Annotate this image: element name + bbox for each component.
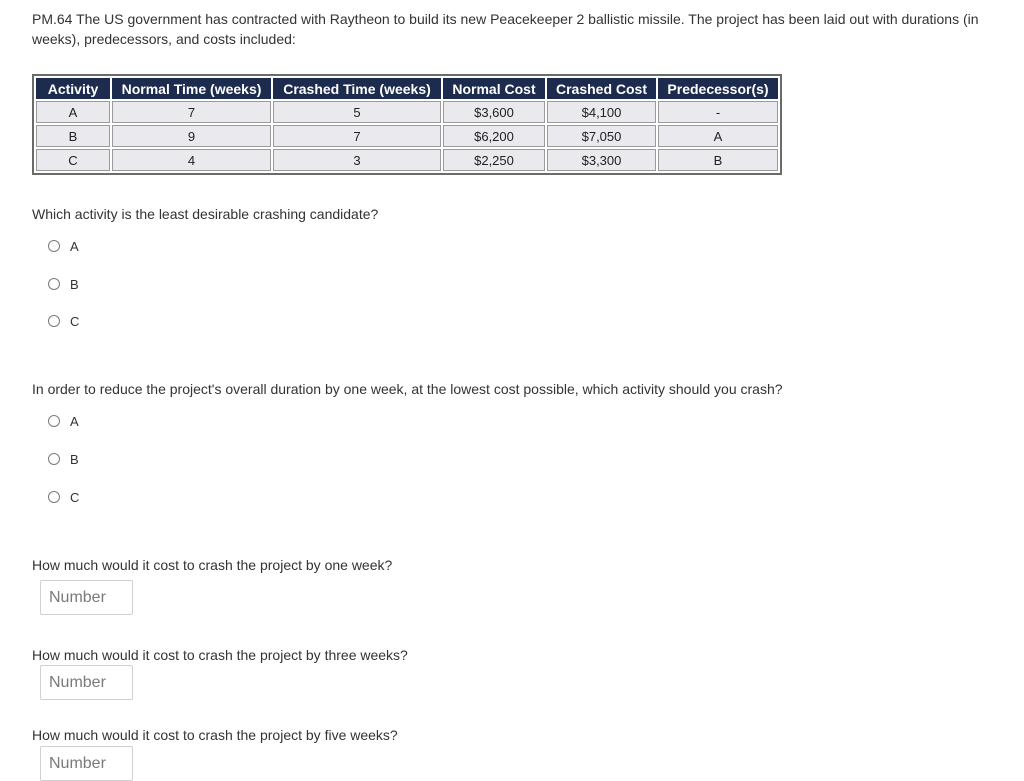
header-normal-cost: Normal Cost [443, 78, 545, 99]
table-cell: $7,050 [547, 125, 656, 147]
radio-button[interactable] [48, 278, 60, 290]
table-cell: A [658, 125, 778, 147]
cost-five-weeks-input[interactable] [40, 746, 133, 781]
cost-three-weeks-input[interactable] [40, 665, 133, 700]
option-label: B [70, 276, 79, 292]
table-cell: 9 [112, 125, 271, 147]
header-predecessors: Predecessor(s) [658, 78, 778, 99]
problem-intro: PM.64 The US government has contracted with Raytheon to build its new Peacekeeper 2 ballistic missile. The project has been laid out with durations (in weeks), predecessors, and costs included: [32, 11, 979, 47]
header-normal-time: Normal Time (weeks) [112, 78, 271, 99]
header-crashed-cost: Crashed Cost [547, 78, 656, 99]
question-least-desirable: Which activity is the least desirable crashing candidate? [32, 206, 379, 222]
table-cell: B [36, 125, 110, 147]
q1-option-c[interactable] [48, 313, 79, 329]
header-activity: Activity [36, 78, 110, 99]
q1-option-b[interactable] [48, 276, 79, 292]
table-cell: $3,600 [443, 101, 545, 123]
q1-option-a[interactable] [48, 238, 79, 254]
table-cell: $2,250 [443, 149, 545, 171]
option-label: C [70, 313, 80, 329]
table-row [36, 149, 778, 171]
question-cost-one-week: How much would it cost to crash the project by one week? [32, 557, 393, 573]
option-label: C [70, 489, 80, 505]
option-label: A [70, 238, 79, 254]
question-cost-five-weeks: How much would it cost to crash the project by five weeks? [32, 727, 398, 743]
q2-option-b[interactable] [48, 451, 79, 467]
radio-button[interactable] [48, 491, 60, 503]
header-crashed-time: Crashed Time (weeks) [273, 78, 441, 99]
question-crash-one-week: In order to reduce the project's overall duration by one week, at the lowest cost possible, which activity should you crash? [32, 381, 783, 397]
activity-table [32, 74, 782, 175]
table-cell: A [36, 101, 110, 123]
q2-option-c[interactable] [48, 489, 79, 505]
radio-button[interactable] [48, 415, 60, 427]
radio-button[interactable] [48, 240, 60, 252]
table-cell: - [658, 101, 778, 123]
table-cell: $4,100 [547, 101, 656, 123]
table-cell: $6,200 [443, 125, 545, 147]
table-header-row [36, 78, 778, 99]
cost-one-week-input[interactable] [40, 580, 133, 615]
option-label: B [70, 451, 79, 467]
option-label: A [70, 413, 79, 429]
table-cell: C [36, 149, 110, 171]
table-row [36, 125, 778, 147]
table-cell: 7 [273, 125, 441, 147]
table-cell: $3,300 [547, 149, 656, 171]
table-cell: B [658, 149, 778, 171]
table-row [36, 101, 778, 123]
table-cell: 4 [112, 149, 271, 171]
table-cell: 3 [273, 149, 441, 171]
table-cell: 7 [112, 101, 271, 123]
question-cost-three-weeks: How much would it cost to crash the project by three weeks? [32, 647, 408, 663]
radio-button[interactable] [48, 453, 60, 465]
table-cell: 5 [273, 101, 441, 123]
q2-option-a[interactable] [48, 413, 79, 429]
radio-button[interactable] [48, 315, 60, 327]
